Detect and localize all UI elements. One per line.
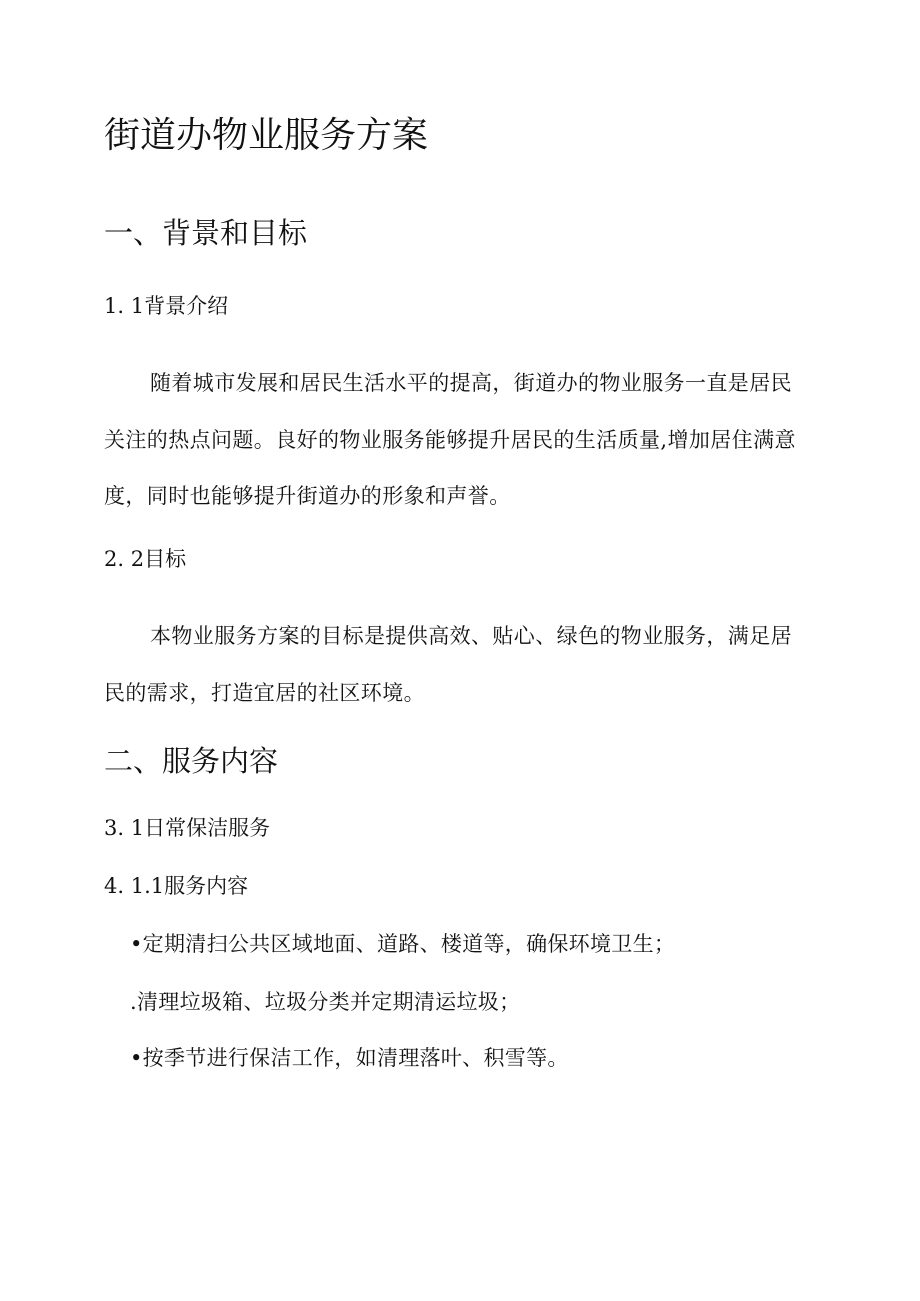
document-title: 街道办物业服务方案 [104, 115, 429, 156]
bullet-item: •定期清扫公共区域地面、道路、楼道等，确保环境卫生； [130, 932, 676, 956]
paragraph-line: 关注的热点问题。良好的物业服务能够提升居民的生活质量,增加居住满意 [104, 428, 796, 452]
subsection-heading-goals: 2. 2目标 [104, 547, 187, 571]
paragraph-line: 随着城市发展和居民生活水平的提高，街道办的物业服务一直是居民 [150, 371, 792, 395]
subsection-heading-daily-cleaning: 3. 1日常保洁服务 [104, 816, 271, 840]
subsection-heading-background-intro: 1. 1背景介绍 [104, 294, 229, 318]
bullet-item: •按季节进行保洁工作，如清理落叶、积雪等。 [130, 1046, 569, 1070]
subsection-heading-service-details: 4. 1.1服务内容 [104, 874, 249, 898]
paragraph-line: 民的需求，打造宜居的社区环境。 [104, 681, 425, 705]
section-heading-service-content: 二、服务内容 [104, 744, 279, 778]
paragraph-line: 本物业服务方案的目标是提供高效、贴心、绿色的物业服务，满足居 [150, 624, 792, 648]
section-heading-background: 一、背景和目标 [104, 216, 308, 250]
paragraph-line: 度，同时也能够提升街道办的形象和声誉。 [104, 484, 511, 508]
bullet-item: .清理垃圾箱、垃圾分类并定期清运垃圾； [130, 990, 521, 1014]
